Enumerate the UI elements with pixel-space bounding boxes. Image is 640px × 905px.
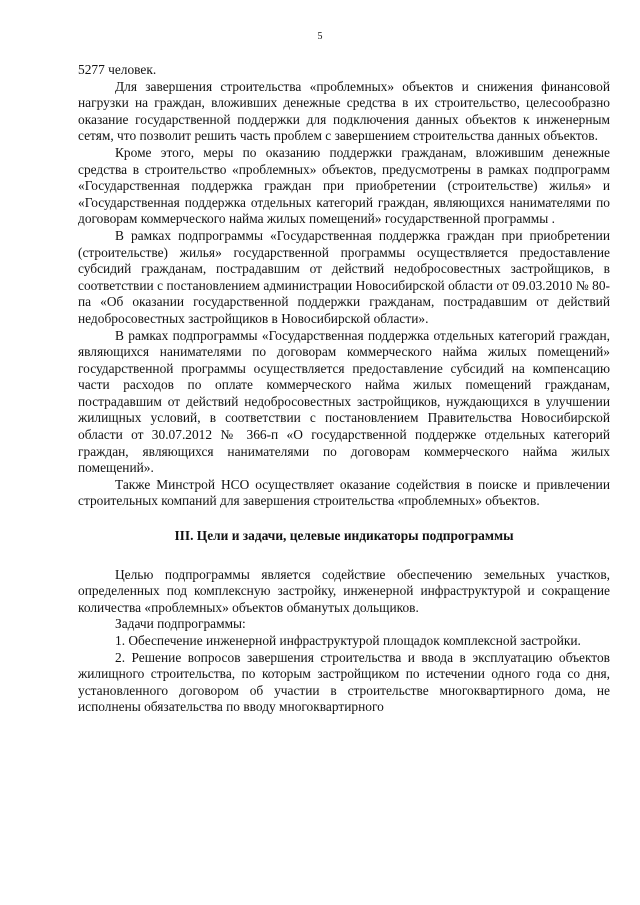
paragraph: Для завершения строительства «проблемных» объектов и снижения финансовой нагрузки на граждан, вложивших денежные средства в их строительство, целесообразно оказание государственной поддержки для подключения данных объектов к инженерным сетям, что позволит решить часть проблем с завершением строительства данных объектов.: [78, 78, 610, 144]
paragraph: Также Минстрой НСО осуществляет оказание содействия в поиске и привлечении строительных компаний для завершения строительства «проблемных» объектов.: [78, 476, 610, 509]
paragraph: Кроме этого, меры по оказанию поддержки гражданам, вложившим денежные средства в строительство «проблемных» объектов, предусмотрены в рамках подпрограмм «Государственная поддержка граждан при приобретении (строительстве) жилья» и «Государственная поддержка отдельных категорий граждан, являющихся нанимателями по договорам коммерческого найма жилых помещений» государственной программы .: [78, 144, 610, 227]
section-heading: III. Цели и задачи, целевые индикаторы подпрограммы: [174, 528, 514, 544]
paragraph: 5277 человек.: [78, 62, 157, 77]
paragraph: В рамках подпрограммы «Государственная поддержка отдельных категорий граждан, являющихся нанимателями по договорам коммерческого найма жилых помещений» государственной программы осуществляется предоставление субсидий на компенсацию части расходов по оплате коммерческого найма жилых помещений гражданам, пострадавшим от действий недобросовестных застройщиков, нуждающихся в улучшении жилищных условий, в соответствии с постановлением Правительства Новосибирской области от 30.07.2012 № 366-п «О государственной поддержке отдельных категорий граждан, являющихся нанимателями по договорам коммерческого найма жилых помещений».: [78, 327, 610, 476]
list-item: 2. Решение вопросов завершения строительства и ввода в эксплуатацию объектов жилищного строительства, по которым застройщиком по истечении одного года со дня, установленного договором об участии в строительстве многоквартирного дома, не исполнены обязательства по вводу многоквартирного: [78, 649, 610, 715]
paragraph: В рамках подпрограммы «Государственная поддержка граждан при приобретении (строительстве) жилья» государственной программы осуществляется предоставление субсидий гражданам, пострадавшим от действий недобросовестных застройщиков, в соответствии с постановлением администрации Новосибирской области от 09.03.2010 № 80-па «Об оказании государственной поддержки гражданам, пострадавшим от действий недобросовестных застройщиков в Новосибирской области».: [78, 227, 610, 326]
paragraph: Задачи подпрограммы:: [115, 616, 246, 632]
list-item: 1. Обеспечение инженерной инфраструктурой площадок комплексной застройки.: [115, 633, 581, 648]
page-number: 5: [317, 31, 323, 42]
paragraph: Целью подпрограммы является содействие обеспечению земельных участков, определенных под комплексную застройку, инженерной инфраструктурой и сокращение количества «проблемных» объектов обманутых дольщиков.: [78, 566, 610, 615]
document-body: [78, 62, 610, 716]
